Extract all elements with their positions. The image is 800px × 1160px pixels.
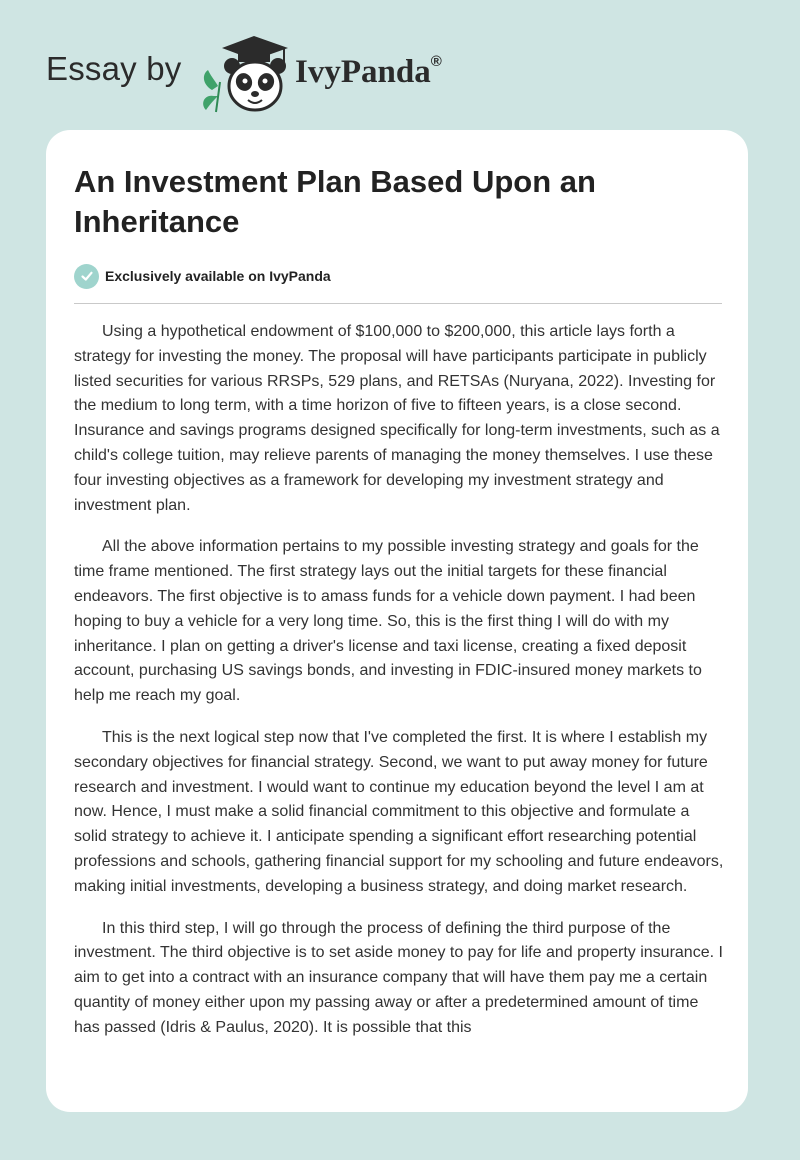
paragraph: Using a hypothetical endowment of $100,000 to $200,000, this article lays forth a strategy for investing the money. The proposal will have participants participate in publicly listed securities for various RRSPs, 529 plans, and RETSAs (Nuryana, 2022). Investing for the medium to long term, with a time horizon of five to fifteen years, is a close second. Insurance and savings programs designed specifically for long-term investments, such as a child's college tuition, may relieve parents of managing the money themselves. I use these four investing objectives as a framework for developing my investment strategy and investment plan.	[74, 323, 720, 514]
brand-label: IvyPanda	[295, 54, 431, 90]
brand-name[interactable]	[295, 54, 442, 91]
paragraph: This is the next logical step now that I've completed the first. It is where I establish my secondary objectives for financial strategy. Second, we want to put away money for future research and investment. I would want to continue my education beyond the level I am at now. Hence, I must make a solid financial commitment to this objective and formulate a solid strategy to achieve it. I anticipate spending a significant effort researching potential professions and schools, gathering financial support for my schooling and future endeavors, making initial investments, developing a business strategy, and doing market research.	[74, 728, 724, 895]
exclusive-badge	[74, 263, 331, 289]
essay-title: An Investment Plan Based Upon an Inheritance	[74, 164, 596, 239]
paragraph: In this third step, I will go through the process of defining the third purpose of the investment. The third objective is to set aside money to pay for life and property insurance. I aim to get into a contract with an insurance company that will have them pay me a certain quantity of money either upon my passing away or after a predetermined amount of time has passed (Idris & Paulus, 2020). It is possible that this	[74, 919, 723, 1036]
panda-logo-icon[interactable]	[198, 34, 292, 114]
registered-mark: ®	[430, 53, 442, 70]
divider	[74, 303, 722, 304]
badge-label: Exclusively available on IvyPanda	[105, 268, 331, 284]
check-icon	[74, 264, 99, 289]
essay-body	[74, 320, 726, 1058]
paragraph: All the above information pertains to my possible investing strategy and goals for the time frame mentioned. The first strategy lays out the initial targets for these financial endeavors. The first objective is to amass funds for a vehicle down payment. I had been hoping to buy a vehicle for a very long time. So, this is the first thing I will do with my inheritance. I plan on getting a driver's license and taxi license, creating a fixed deposit account, purchasing US savings bonds, and investing in FDIC-insured money markets to help me reach my goal.	[74, 538, 702, 705]
essay-by-label: Essay by	[46, 50, 182, 87]
site-header	[0, 0, 800, 120]
essay-card	[46, 130, 748, 1112]
